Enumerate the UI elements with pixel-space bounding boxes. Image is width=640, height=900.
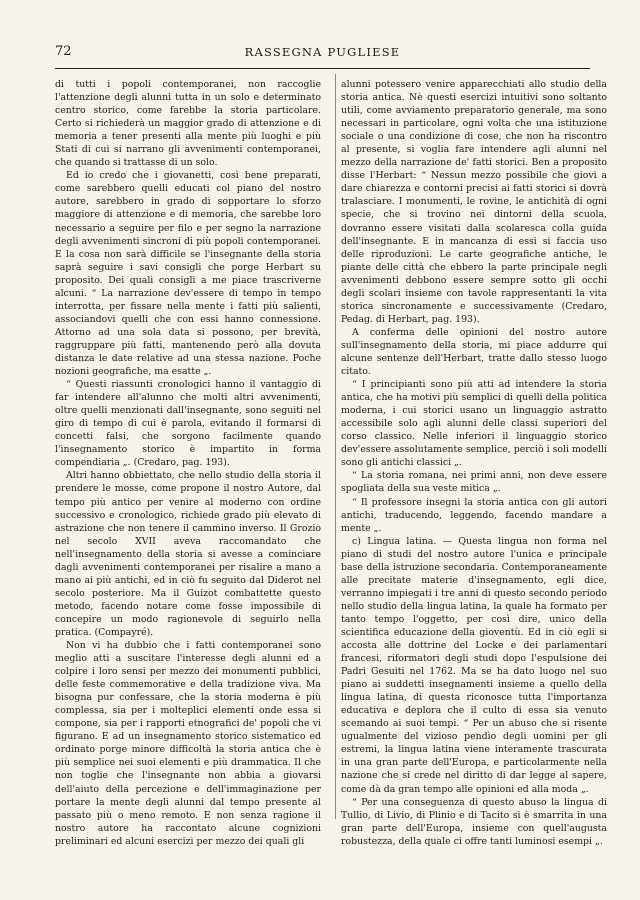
paragraph: Non vi ha dubbio che i fatti contemporanei sono meglio atti a suscitare l'interesse degli alunni ed a colpire i loro sensi per mezzo dei monumenti pubblici, delle feste commemorative e della tradizione viva. Ma bisogna pur confessare, che la storia moderna è più complessa, sia per i molteplici elementi onde essa si compone, sia per i rapporti etnografici de' popoli che vi figurano. E ad un insegnamento storico sistematico ed ordinato porge minore difficoltà la storia antica che è più semplice nei suoi elementi e più drammatica. Il che non toglie che l'insegnante non abbia a giovarsi dell'aiuto della percezione e dell'immaginazione per portare la mente degli alunni dal tempo presente al passato più o meno remoto. E non senza ragione il nostro autore ha raccontato alcune cognizioni preliminari ed alcuni esercizi per mezzo dei quali gli — [55, 640, 321, 847]
paragraph: c) Lingua latina. — Questa lingua non forma nel piano di studi del nostro autore l'unica e principale base della istruzione secondaria. Contemporaneamente alle precitate materie d'insegnamento, egli dice, verranno impiegati i tre anni di questo secondo periodo nello studio della lingua latina, la quale ha formato per tanto tempo l'oggetto, per così dire, unico della scientifica educazione della gioventù. Ed in ciò egli si accosta alle dottrine del Locke e dei parlamentari francesi, riformatori degli studi dopo l'espulsione dei Padri Gesuiti nel 1762. Ma se ha dato luogo nel suo piano ai suddetti insegnamenti insieme a quello della lingua latina, di questa riconosce tutta l'importanza educativa e deplora che il culto di essa sia venuto scemando ai suoi tempi. “ Per un abuso che si risente ugualmente del vizioso pendìo degli uomini per gli estremi, la lingua latina viene interamente trascurata in una gran parte dell'Europa, e particolarmente nella nazione che si crede nel diritto di dar legge al sapere, come dà da gran tempo alle opinioni ed alla moda „. — [341, 535, 607, 795]
paragraph: di tutti i popoli contemporanei, non raccoglie l'attenzione degli alunni tutta in un solo e determinato centro storico, come farebbe la storia particolare. Certo si richiederà un maggior grado di attenzione e di memoria a tener presenti alla mente più luoghi e più Stati di cui si narrano gli avvenimenti contemporanei, che quando si trattasse di un solo. — [55, 79, 321, 169]
paragraph: “ La storia romana, nei primi anni, non deve essere spogliata della sua veste mitica „. — [341, 470, 607, 495]
paragraph: “ Il professore insegni la storia antica con gli autori antichi, traducendo, leggendo, facendo mandare a mente „. — [341, 496, 607, 534]
page-header — [55, 44, 590, 66]
page-number: 72 — [55, 44, 72, 59]
paragraph: A conferma delle opinioni del nostro autore sull'insegnamento della storia, mi piace addurre qui alcune sentenze dell'Herbart, tratte dallo stesso luogo citato. — [341, 326, 607, 378]
column-divider — [335, 74, 336, 819]
paragraph: Ed io credo che i giovanetti, così bene preparati, come sarebbero quelli educati col piano del nostro autore, sarebbero in grado di sopportare lo sforzo maggiore di attenzione e di memoria, che sarebbe loro necessario a seguire per filo e per segno la narrazione degli avvenimenti sincroni di più popoli contemporanei. E la cosa non sarà difficile se l'insegnante della storia saprà seguire i savi consigli che porge Herbart su proposito. Dei quali consigli a me piace trascriverne alcuni. “ La narrazione dev'essere di tempo in tempo interrotta, per fissare nella mente i fatti più salienti, associandovi quelli che con essi hanno connessione. Attorno ad una sola data si possono, per brevità, raggruppare più fatti, mantenendo però alla dovuta distanza le date relative ad una stessa nazione. Poche nozioni geografiche, ma esatte „. — [55, 170, 321, 378]
paragraph: “ Questi riassunti cronologici hanno il vantaggio di far intendere all'alunno che molti altri avvenimenti, oltre quelli menzionati dall'insegnante, sono seguiti nel giro di tempo di cui è parola, evitando il formarsi di concetti falsi, che sorgono facilmente quando l'insegnamento storico è impartito in forma compendiaria „. (Credaro, pag. 193). — [55, 379, 321, 469]
right-column — [341, 78, 607, 848]
header-rule — [55, 68, 590, 69]
paragraph: “ I principianti sono più atti ad intendere la storia antica, che ha motivi più semplici di quelli della politica moderna, i cui storici usano un linguaggio astratto accessibile solo agli alunni delle classi superiori del corso classico. Nelle inferiori il linguaggio storico dev'essere assolutamente semplice, perciò i soli modelli sono gli antichi classici „. — [341, 379, 607, 469]
paragraph: alunni potessero venire apparecchiati allo studio della storia antica. Nè questi esercizi intuitivi sono soltanto utili, come avviamento preparatorio generale, ma sono necessari in particolare, ogni volta che una istituzione sociale o una condizione di cose, che non ha riscontro al presente, si voglia fare intendere agli alunni nel mezzo della narrazione de' fatti storici. Ben a proposito disse l'Herbart: “ Nessun mezzo possibile che giovi a dare chiarezza e contorni precisi ai fatti storici si dovrà tralasciare. I monumenti, le rovine, le antichità di ogni specie, che si trovino nei dintorni della scuola, dovranno essere visitati dalla scolaresca colla guida dell'insegnante. E in mancanza di essi si faccia uso delle riproduzioni. Le carte geografiche antiche, le piante delle città che ebbero la parte principale negli avvenimenti debbono essere sempre sotto gli occhi degli scolari insieme con tavole rappresentanti la vita storica sincronamente e successivamente (Credaro, Pedag. di Herbart, pag. 193). — [341, 79, 607, 325]
running-title: RASSEGNA PUGLIESE — [244, 45, 401, 59]
paragraph: “ Per una conseguenza di questo abuso la lingua di Tullio, di Livio, di Plinio e di Tacito si è smarrita in una gran parte dell'Europa, insieme con quell'augusta robustezza, della quale ci offre tanti luminosi esempi „. — [341, 796, 607, 847]
left-column — [55, 78, 321, 848]
paragraph: Altri hanno obbiettato, che nello studio della storia il prendere le mosse, come propone il nostro Autore, dal tempo più antico per venire al moderno con ordine successivo e cronologico, richiede grado più elevato di astrazione che non tenere il cammino inverso. Il Grozio nel secolo XVII aveva raccomandato che nell'insegnamento della storia si avesse a cominciare dagli avvenimenti contemporanei per risalire a mano a mano ai più antichi, ed in ciò fu seguito dal Diderot nel secolo posteriore. Ma il Guizot combattette questo metodo, facendo notare come fosse impossibile di concepire un modo ragionevole di seguirlo nella pratica. (Compayré). — [55, 470, 321, 638]
